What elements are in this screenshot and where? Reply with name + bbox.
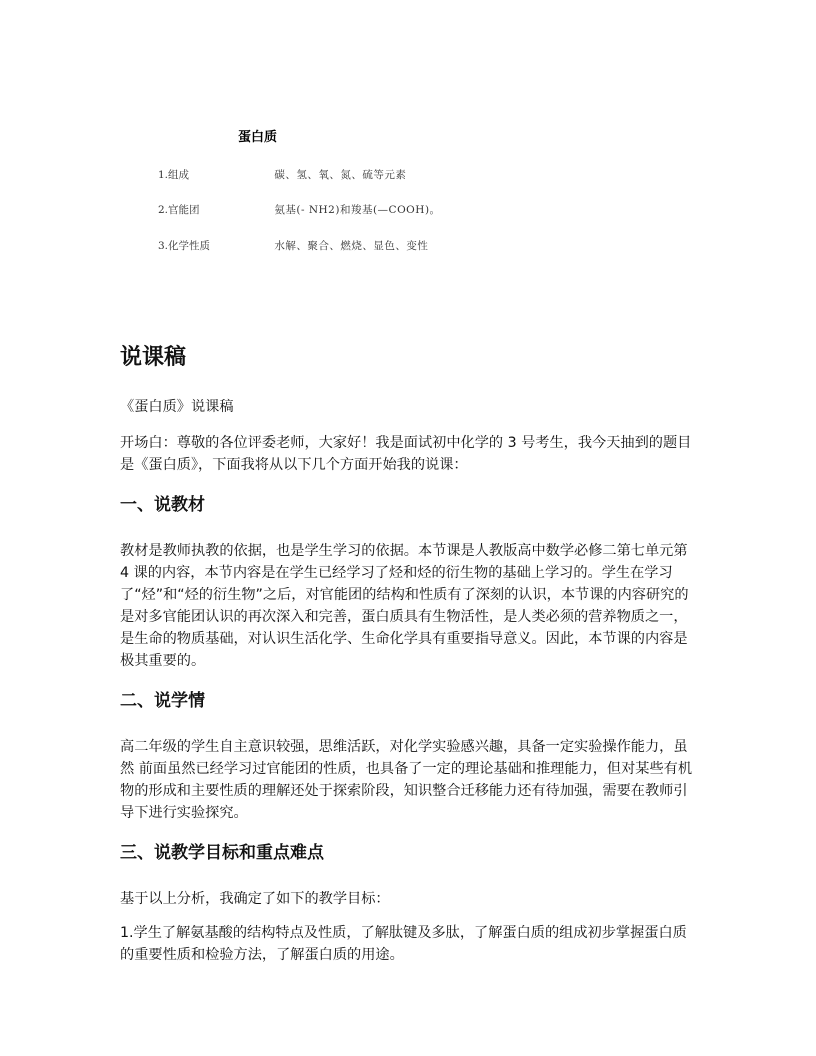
- document-subtitle: 《蛋白质》说课稿: [120, 399, 234, 415]
- figure-row-value: 碳、氢、氧、氮、硫等元素: [274, 169, 407, 181]
- section-heading-textbook: 一、说教材: [120, 495, 205, 515]
- figure-row-label: 3.化学性质: [158, 240, 211, 252]
- figure-row-value: 氨基(- NH2)和羧基(—COOH)。: [274, 204, 441, 216]
- figure-title: 蛋白质: [238, 130, 278, 145]
- section-paragraph: 基于以上分析，我确定了如下的教学目标：: [120, 891, 390, 907]
- figure-row-value: 水解、聚合、燃烧、显色、变性: [274, 240, 429, 252]
- figure-row-label: 2.官能团: [158, 204, 200, 216]
- section-paragraph: 1.学生了解氨基酸的结构特点及性质，了解肽键及多肽，了解蛋白质的组成初步掌握蛋白质的重要性质和检验方法，了解蛋白质的用途。: [120, 925, 687, 963]
- section-heading-students: 二、说学情: [120, 691, 205, 711]
- section-heading-objectives: 三、说教学目标和重点难点: [120, 843, 324, 863]
- figure-row-label: 1.组成: [158, 169, 190, 181]
- intro-paragraph: 开场白：尊敬的各位评委老师，大家好！我是面试初中化学的 3 号考生，我今天抽到的题目是《蛋白质》，下面我将从以下几个方面开始我的说课：: [120, 435, 692, 473]
- figure-row-chemical-properties: [158, 238, 428, 253]
- section-paragraph: 高二年级的学生自主意识较强，思维活跃，对化学实验感兴趣，具备一定实验操作能力，虽然 前面虽然已经学习过官能团的性质，也具备了一定的理论基础和推理能力，但对某些有机物的形成和主要性质的理解还处于探索阶段，知识整合迁移能力还有待加强，需要在教师引导下进行实验探究。: [120, 739, 693, 821]
- figure-row-composition: [158, 167, 406, 182]
- figure-row-functional-group: [158, 202, 441, 217]
- section-paragraph: 教材是教师执教的依据，也是学生学习的依据。本节课是人教版高中数学必修二第七单元第 4 课的内容，本节内容是在学生已经学习了烃和烃的衍生物的基础上学习的。学生在学习了“烃”和“烃的衍生物”之后，对官能团的结构和性质有了深刻的认识，本节课的内容研究的是对多官能团认识的再次深入和完善，蛋白质具有生物活性，是人类必须的营养物质之一，是生命的物质基础，对认识生活化学、生命化学具有重要指导意义。因此，本节课的内容是极其重要的。: [120, 543, 689, 669]
- document-body: [120, 342, 700, 978]
- protein-summary-figure: [150, 118, 470, 268]
- document-title: 说课稿: [120, 345, 187, 370]
